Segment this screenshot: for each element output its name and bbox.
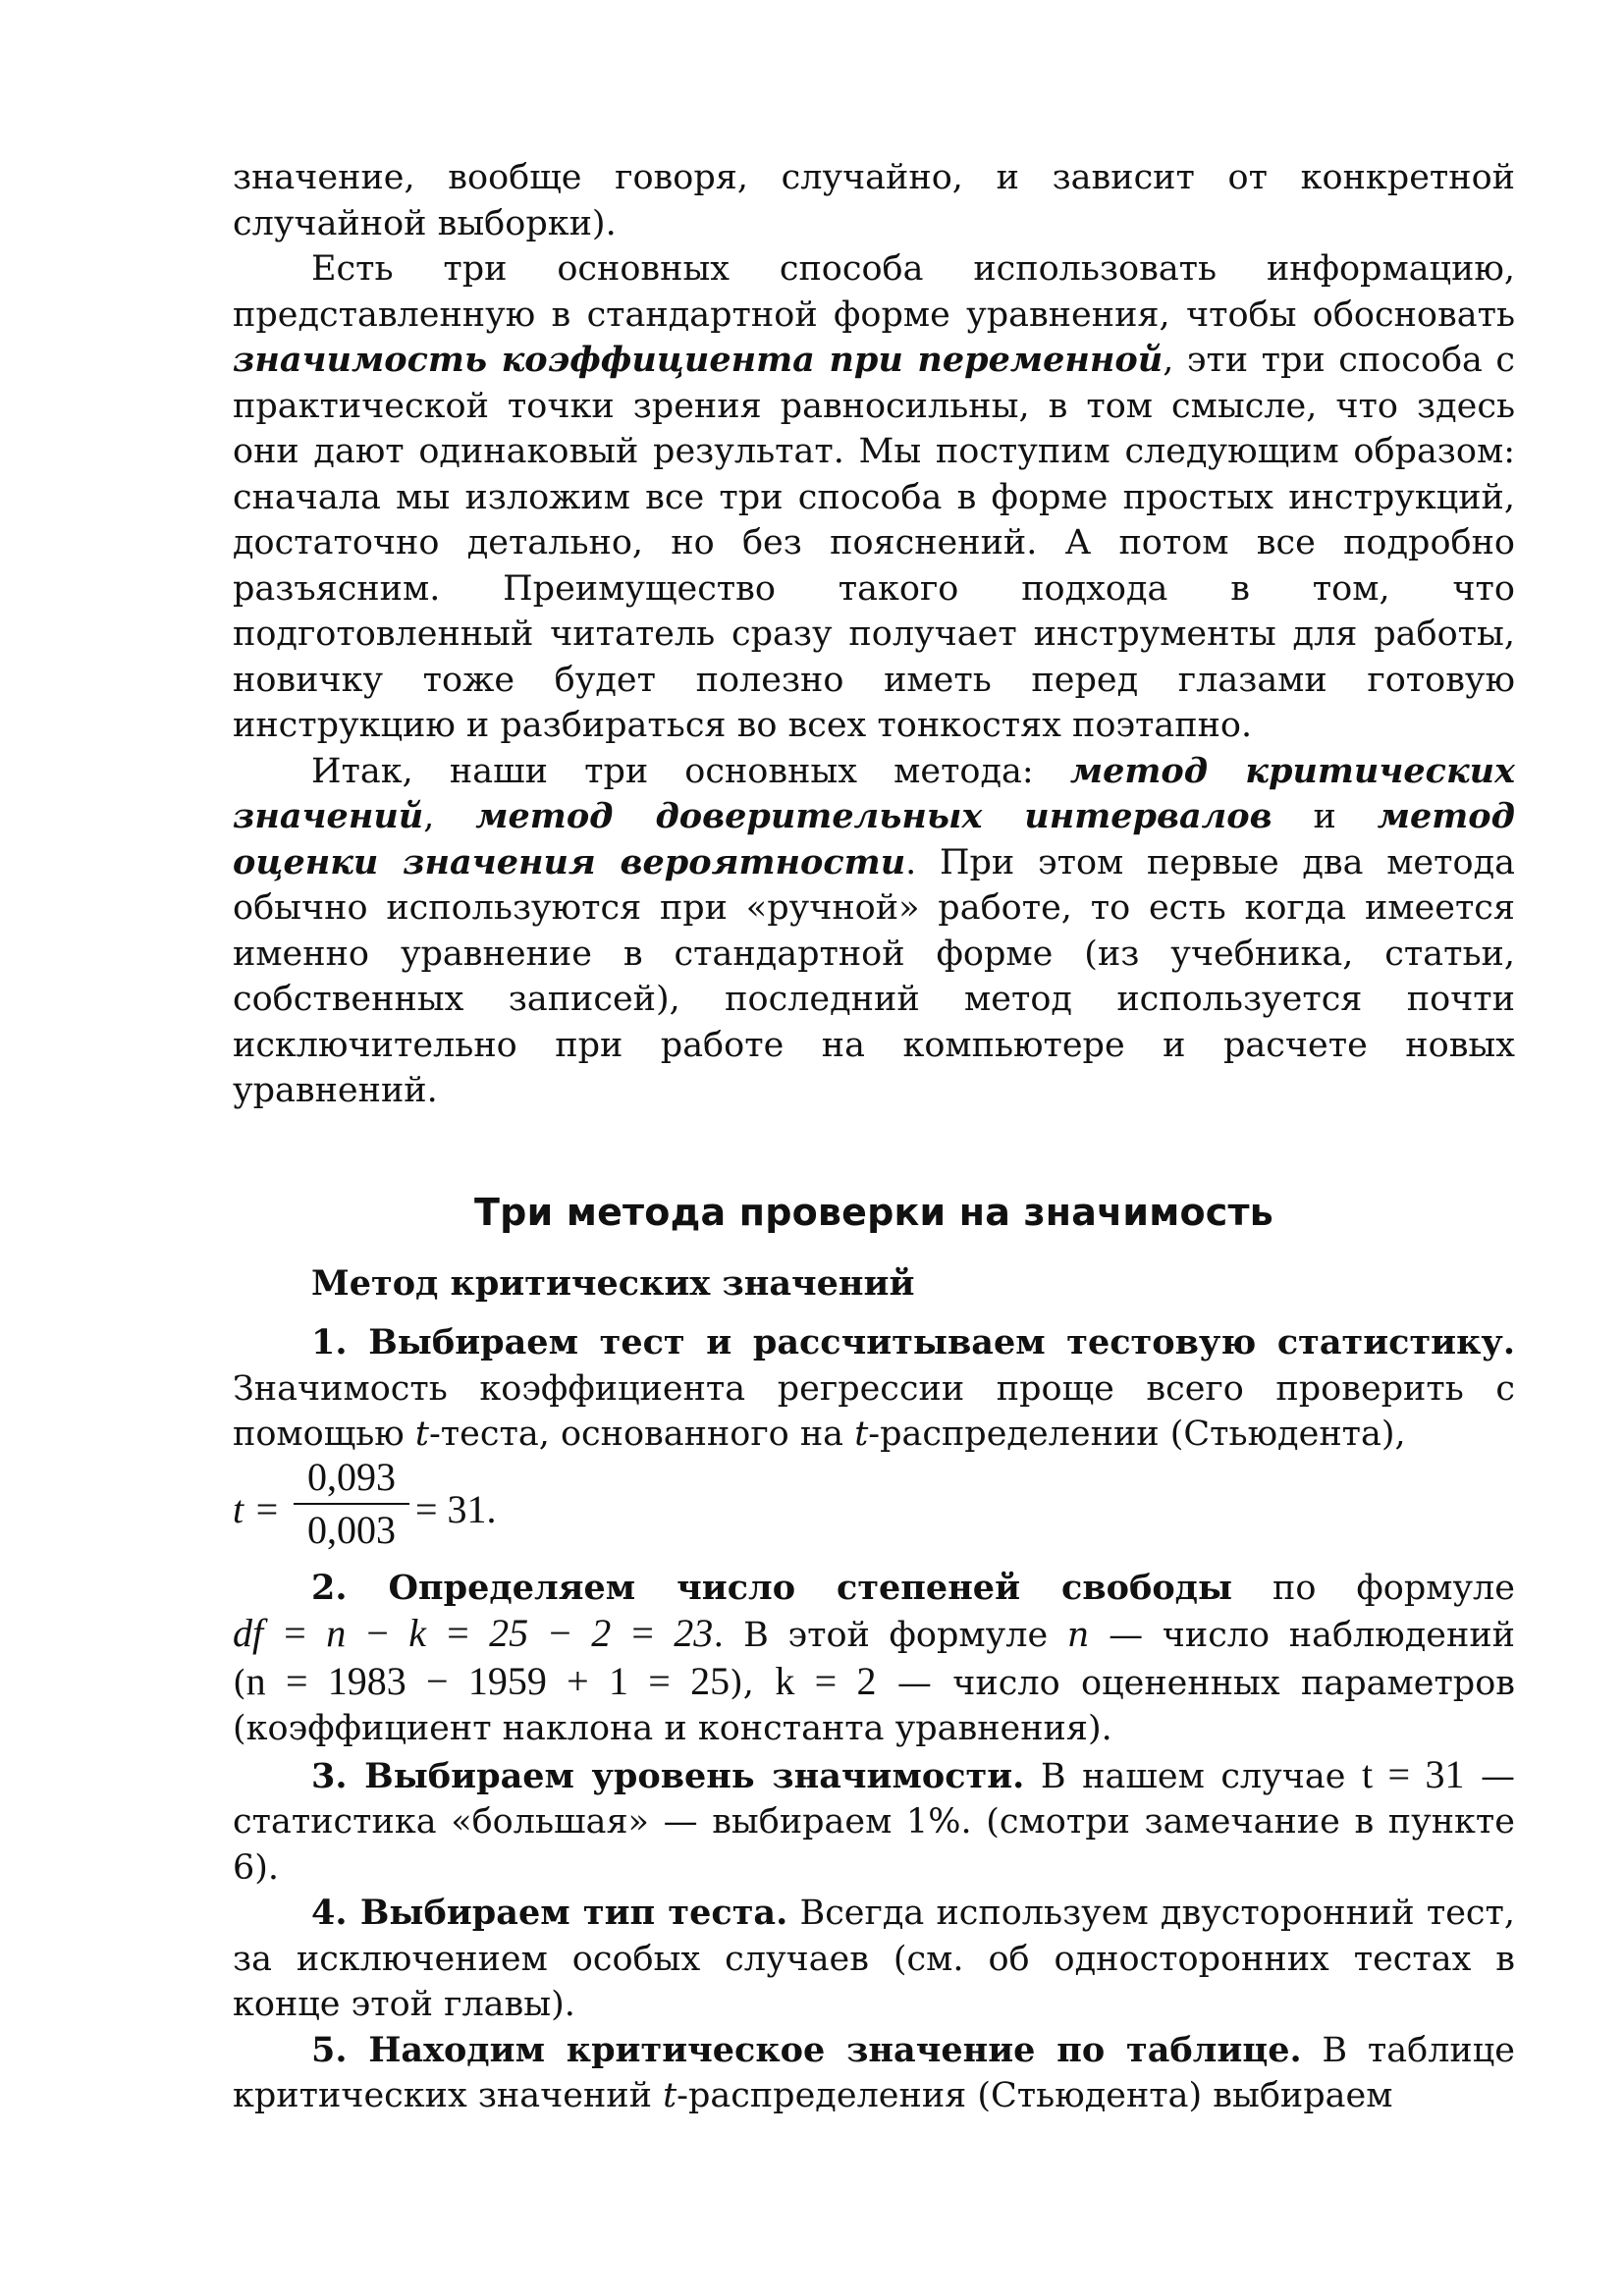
text-fragment: -распределении (Стьюдента), xyxy=(868,1415,1406,1454)
text-fragment: по формуле xyxy=(1232,1568,1515,1608)
text-fragment: В таблице критических значений xyxy=(233,2030,1515,2115)
step-2-label: 2. Определяем число степеней свободы xyxy=(311,1567,1233,1608)
text-fragment: Значимость коэффициента регрессии проще всего проверить с помощью xyxy=(233,1368,1515,1454)
t-variable: t xyxy=(414,1415,429,1454)
t-variable: t xyxy=(663,2076,677,2115)
text-fragment: В нашем случае xyxy=(1024,1756,1362,1796)
formula-rhs: = 31. xyxy=(415,1486,497,1531)
step-1-label: 1. Выбираем тест и рассчитываем тестовую статистику. xyxy=(311,1322,1515,1362)
text-fragment: , xyxy=(423,797,476,836)
paragraph-intro-end: значение, вообще говоря, случайно, и зависит от конкретной случайной выборки). xyxy=(233,158,1515,243)
n-variable: n xyxy=(1066,1616,1090,1655)
emphasis-method-intervals: метод доверительных интервалов xyxy=(475,796,1272,836)
subsection-heading: Метод критических значений xyxy=(311,1262,915,1304)
text-fragment: -теста, основанного на xyxy=(428,1415,855,1454)
text-fragment: Итак, наши три основных метода: xyxy=(311,751,1070,791)
text-fragment: — число оцененных параметров (коэффициент наклона и константа уравнения). xyxy=(233,1663,1515,1748)
step-4-paragraph xyxy=(233,1891,1515,2028)
emphasis-method-critical: метод критических значений xyxy=(233,750,1515,836)
paragraph-methods xyxy=(233,749,1515,1114)
n-formula: n = 1983 − 1959 + 1 = 25 xyxy=(245,1658,731,1703)
formula-lhs-text: t = xyxy=(233,1486,281,1531)
formula-lhs xyxy=(233,1487,280,1533)
df-formula: df = n − k = 25 − 2 = 23 xyxy=(233,1611,714,1655)
k-formula: k = 2 xyxy=(775,1658,877,1703)
emphasis-method-probability: метод оценки значения вероятности xyxy=(233,796,1515,882)
text-fragment: Всегда используем двусторонний тест, за исключением особых случаев (см. об односторонних тестах в конце этой главы). xyxy=(233,1894,1515,2024)
text-fragment: — статистика «большая» — выбираем 1%. (смотри замечание в пункте 6). xyxy=(233,1756,1515,1888)
emphasis-significance: значимость коэффициента при переменной xyxy=(233,340,1164,380)
text-fragment: . При этом первые два метода обычно используются при «ручной» работе, то есть когда имеется именно уравнение в стандартной форме (из учебника, статьи, собственных записей), последний метод используется почти исключительно при работе на компьютере и расчете новых уравнений. xyxy=(233,842,1515,1110)
formula-denominator: 0,003 xyxy=(307,1507,396,1552)
t-value-formula: t = 31 xyxy=(1362,1751,1465,1796)
step-2-paragraph xyxy=(233,1566,1515,1752)
text-fragment: -распределения (Стьюдента) выбираем xyxy=(677,2076,1393,2115)
step-5-label: 5. Находим критическое значение по таблице. xyxy=(311,2029,1302,2070)
text-fragment: , эти три способа с практической точки зрения равносильны, в том смысле, что здесь они дают одинаковый результат. Мы поступим следующим образом: сначала мы изложим все три способа в форме простых инструкций, достаточно детально, но без пояснений. А потом все подробно разъясним. Преимущество такого подхода в том, что подготовленный читатель сразу получает инструменты для работы, новичку тоже будет полезно иметь перед глазами готовую инструкцию и разбираться во всех тонкостях поэтапно. xyxy=(233,341,1515,745)
formula-fraction xyxy=(294,1454,409,1554)
step-3-label: 3. Выбираем уровень значимости. xyxy=(311,1755,1025,1796)
step-4-label: 4. Выбираем тип теста. xyxy=(311,1893,788,1933)
text-fragment: . В этой формуле xyxy=(713,1616,1067,1655)
formula-numerator: 0,093 xyxy=(307,1454,396,1499)
text-fragment: — число наблюдений ( xyxy=(233,1616,1515,1703)
section-heading: Три метода проверки на значимость xyxy=(474,1190,1273,1234)
step-5-paragraph xyxy=(233,2028,1515,2119)
text-fragment: ), xyxy=(730,1663,776,1703)
step-1-paragraph xyxy=(233,1320,1515,1458)
page-body xyxy=(233,155,1515,2119)
step-3-paragraph xyxy=(233,1752,1515,1892)
t-variable: t xyxy=(854,1415,869,1454)
t-statistic-formula xyxy=(233,1454,1515,1560)
text-fragment: Есть три основных способа использовать информацию, представленную в стандартной форме уравнения, чтобы обосновать xyxy=(233,249,1515,335)
fraction-bar xyxy=(294,1503,409,1505)
paragraph-three-ways xyxy=(233,246,1515,749)
text-fragment: и xyxy=(1272,797,1378,836)
